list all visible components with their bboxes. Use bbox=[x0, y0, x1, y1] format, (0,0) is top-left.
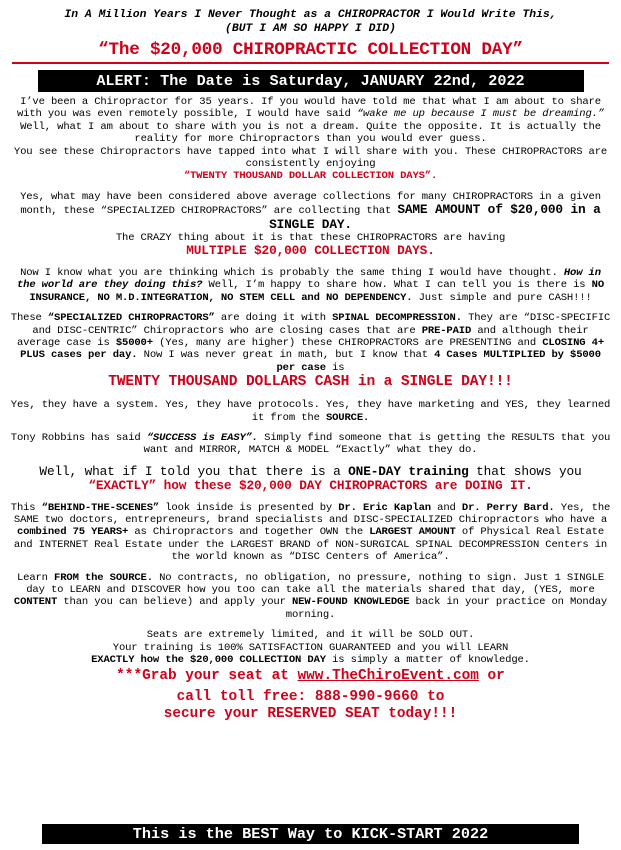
intro-line-2: (BUT I AM SO HAPPY I DID) bbox=[225, 23, 396, 35]
paragraph-presenters: This “BEHIND-THE-SCENES” look inside is presented by Dr. Eric Kaplan and Dr. Perry Bard. Yes, the SAME two doctors, entrepreneurs, brand specialists and DISC-SPECIALIZED Chiropractors who have a combined 75 YEARS+ as Chiropractors and together OWN the LARGEST AMOUNT of Physical Real Estate and INTERNET Real Estate under the LARGEST BRAND of NON-SURGICAL SPINAL DECOMPRESSION Centers in the world known as “DISC Centers of America”. bbox=[10, 501, 611, 564]
paragraph-how: Now I know what you are thinking which is probably the same thing I would have thought. How in the world are they doing this? Well, I’m happy to share how. What I can tell you is there is NO INSURANCE, NO M.D.INTEGRATION, NO STEM CELL and NO DEPENDENCY. Just simple and pure CASH!!! bbox=[16, 266, 605, 304]
paragraph-source: Learn FROM the SOURCE. No contracts, no obligation, no pressure, nothing to sign. Just 1 SINGLE day to LEARN and DISCOVER how you too can take all the materials shared that day, (YES, more CONTENT than you can believe) and apply your NEW-FOUND KNOWLEDGE back in your practice on Monday morning. bbox=[13, 571, 608, 621]
paragraph-one-day: Well, what if I told you that there is a ONE-DAY training that shows you “EXACTLY” how these $20,000 DAY CHIROPRACTORS are DOING IT. bbox=[39, 463, 582, 494]
headline: “The $20,000 CHIROPRACTIC COLLECTION DAY” bbox=[98, 40, 523, 60]
cta-line-3: secure your RESERVED SEAT today!!! bbox=[163, 706, 458, 723]
website-link[interactable]: www.TheChiroEvent.com bbox=[297, 668, 479, 685]
alert-bar: ALERT: The Date is Saturday, JANUARY 22nd, 2022 bbox=[38, 70, 584, 92]
intro-line-1: In A Million Years I Never Thought as a CHIROPRACTOR I Would Write This, bbox=[64, 9, 557, 21]
paragraph-system: Yes, they have a system. Yes, they have protocols. Yes, they have marketing and YES, they learned it from the SOURCE. bbox=[10, 399, 611, 424]
paragraph-decompression: These “SPECIALIZED CHIROPRACTORS” are doing it with SPINAL DECOMPRESSION. They are “DISC-SPECIFIC and DISC-CENTRIC” Chiropractors who are closing cases that are PRE-PAID and although their average case is $5000+ (Yes, many are higher) these CHIROPRACTORS are PRESENTING and CLOSING 4+ PLUS cases per day. Now I was never great in math, but I know that 4 Cases MULTIPLIED by $5000 per case is TWENTY THOUSAND DOLLARS CASH in a SINGLE DAY!!! bbox=[10, 312, 611, 391]
paragraph-intro: I’ve been a Chiropractor for 35 years. If you would have told me that what I am about to share with you was even remotely possible, I would have said “wake me up because I must be dreaming.” Well, what I am about to share with you is not a dream. Quite the opposite. It is actually the reality for more Chiropractors than you would ever guess. You see these Chiropractors have tapped into what I will share with you. These CHIROPRACTORS are consistently enjoying “TWENTY THOUSAND DOLLAR COLLECTION DAYS”. bbox=[13, 96, 608, 183]
cta-phone[interactable]: call toll free: 888-990-9660 to bbox=[176, 689, 445, 706]
paragraph-seats: Seats are extremely limited, and it will be SOLD OUT. Your training is 100% SATISFACTION GUARANTEED and you will LEARN EXACTLY how the $20,000 COLLECTION DAY is simply a matter of knowledge. bbox=[91, 629, 530, 667]
paragraph-robbins: Tony Robbins has said “SUCCESS is EASY”. Simply find someone that is getting the RESULTS that you want and MIRROR, MATCH & MODEL “Exactly” what they do. bbox=[10, 431, 611, 457]
cash-headline: TWENTY THOUSAND DOLLARS CASH in a SINGLE DAY!!! bbox=[108, 374, 513, 391]
headline-divider bbox=[12, 62, 609, 64]
cta-line-1: ***Grab your seat at www.TheChiroEvent.com or bbox=[116, 668, 505, 685]
paragraph-same-amount: Yes, what may have been considered above average collections for many CHIROPRACTORS in a given month, these “SPECIALIZED CHIROPRACTORS” are collecting that SAME AMOUNT of $20,000 in a SINGLE DAY. The CRAZY thing about it is that these CHIROPRACTORS are having MULTIPLE $20,000 COLLECTION DAYS. bbox=[20, 190, 601, 259]
footer-bar: This is the BEST Way to KICK-START 2022 bbox=[42, 824, 579, 844]
